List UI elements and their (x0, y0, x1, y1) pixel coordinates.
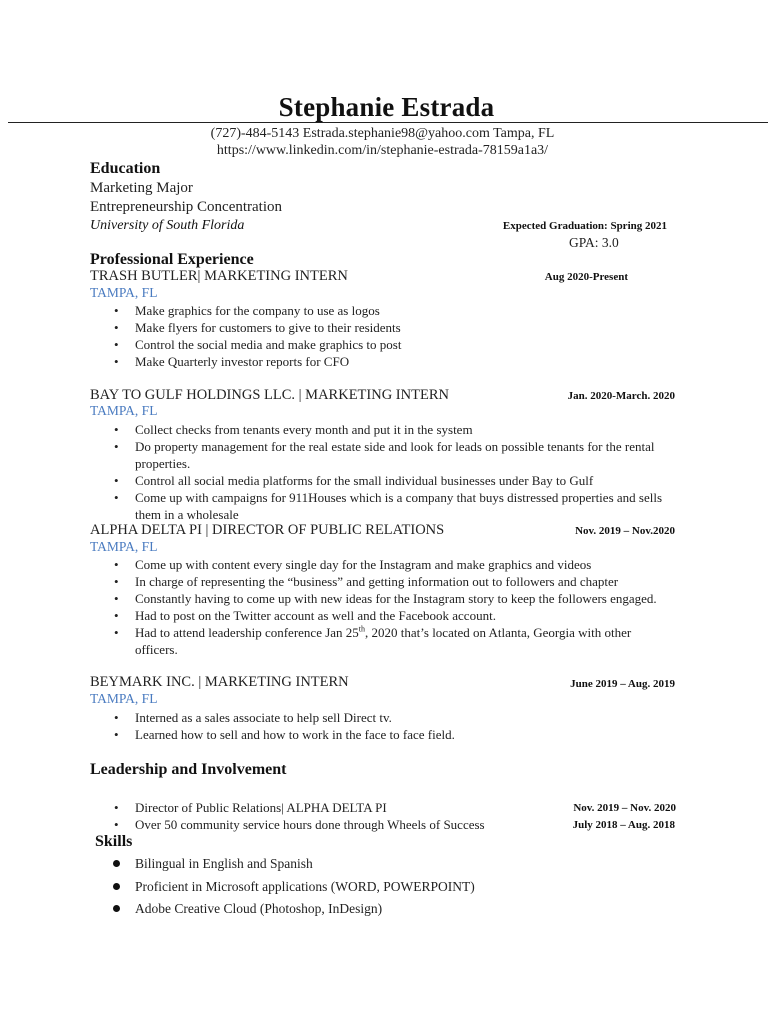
list-item (113, 901, 382, 917)
skill-text: Adobe Creative Cloud (Photoshop, InDesign) (135, 901, 383, 916)
bullet-text-end: , 2020 that’s located on Atlanta, Georgia with other officers. (135, 625, 632, 657)
education-school: University of South Florida (90, 218, 245, 233)
leadership-dates: July 2018 – Aug. 2018 (572, 819, 675, 831)
list-item: • Come up with content every single day for the Instagram and make graphics and videos (113, 556, 673, 573)
skill-text: Bilingual in English and Spanish (135, 856, 313, 871)
job-title: TRASH BUTLER| MARKETING INTERN (90, 268, 348, 284)
list-item (113, 624, 673, 658)
job-bullets (113, 421, 673, 523)
list-item: • Director of Public Relations| ALPHA DELTA PI (113, 799, 673, 816)
list-item: • Control all social media platforms for the small individual businesses under Bay to Gulf (113, 472, 673, 489)
job-dates: Nov. 2019 – Nov.2020 (575, 525, 675, 537)
list-item: • Do property management for the real estate side and look for leads on possible tenants for the rental properties. (113, 438, 673, 472)
job-location: TAMPA, FL (90, 691, 158, 706)
job-title: BEYMARK INC. | MARKETING INTERN (90, 674, 349, 690)
list-item: • Had to post on the Twitter account as well and the Facebook account. (113, 607, 673, 624)
bullet-text-start: Had to attend leadership conference Jan 25 (135, 625, 359, 640)
list-item: • Collect checks from tenants every month and put it in the system (113, 421, 673, 438)
job-bullets (113, 556, 673, 658)
list-item: • Learned how to sell and how to work in the face to face field. (113, 726, 673, 743)
bullet-icon (113, 905, 120, 912)
education-major: Marketing Major (90, 180, 193, 196)
job-location: TAMPA, FL (90, 285, 158, 300)
header-divider (8, 122, 768, 123)
skills-heading: Skills (95, 833, 133, 850)
linkedin-url: https://www.linkedin.com/in/stephanie-estrada-78159a1a3/ (216, 143, 549, 158)
list-item (113, 856, 313, 872)
list-item: • Over 50 community service hours done through Wheels of Success (113, 816, 673, 833)
education-concentration: Entrepreneurship Concentration (90, 199, 283, 215)
job-title: ALPHA DELTA PI | DIRECTOR OF PUBLIC RELATIONS (90, 522, 445, 538)
skill-text: Proficient in Microsoft applications (WORD, POWERPOINT) (135, 879, 475, 894)
job-location: TAMPA, FL (90, 403, 158, 418)
contact-line: (727)-484-5143 Estrada.stephanie98@yahoo.com Tampa, FL (210, 126, 555, 141)
list-item: • In charge of representing the “business” and getting information out to followers and chapter (113, 573, 673, 590)
education-graduation: Expected Graduation: Spring 2021 (502, 220, 667, 232)
list-item: • Make graphics for the company to use as logos (113, 302, 673, 319)
job-title: BAY TO GULF HOLDINGS LLC. | MARKETING INTERN (90, 387, 449, 403)
list-item: • Make Quarterly investor reports for CFO (113, 353, 673, 370)
job-bullets (113, 302, 673, 370)
education-gpa: GPA: 3.0 (569, 235, 619, 250)
list-item: • Come up with campaigns for 911Houses which is a company that buys distressed properties and sells them in a wholesale (113, 489, 673, 523)
list-item: • Make flyers for customers to give to their residents (113, 319, 673, 336)
bullet-icon (113, 860, 120, 867)
list-item: • Interned as a sales associate to help sell Direct tv. (113, 709, 673, 726)
list-item (113, 879, 475, 895)
experience-heading: Professional Experience (90, 251, 254, 268)
resume-name: Stephanie Estrada (278, 92, 495, 122)
education-heading: Education (90, 160, 161, 177)
bullet-icon (113, 883, 120, 890)
job-location: TAMPA, FL (90, 539, 158, 554)
bullet-superscript: th (358, 624, 366, 634)
job-bullets (113, 709, 673, 743)
job-dates: Aug 2020-Present (544, 271, 628, 283)
job-dates: Jan. 2020-March. 2020 (567, 390, 675, 402)
list-item: • Control the social media and make graphics to post (113, 336, 673, 353)
list-item: • Constantly having to come up with new ideas for the Instagram story to keep the followers engaged. (113, 590, 673, 607)
leadership-dates: Nov. 2019 – Nov. 2020 (573, 802, 676, 814)
job-dates: June 2019 – Aug. 2019 (570, 678, 675, 690)
leadership-heading: Leadership and Involvement (90, 761, 287, 778)
